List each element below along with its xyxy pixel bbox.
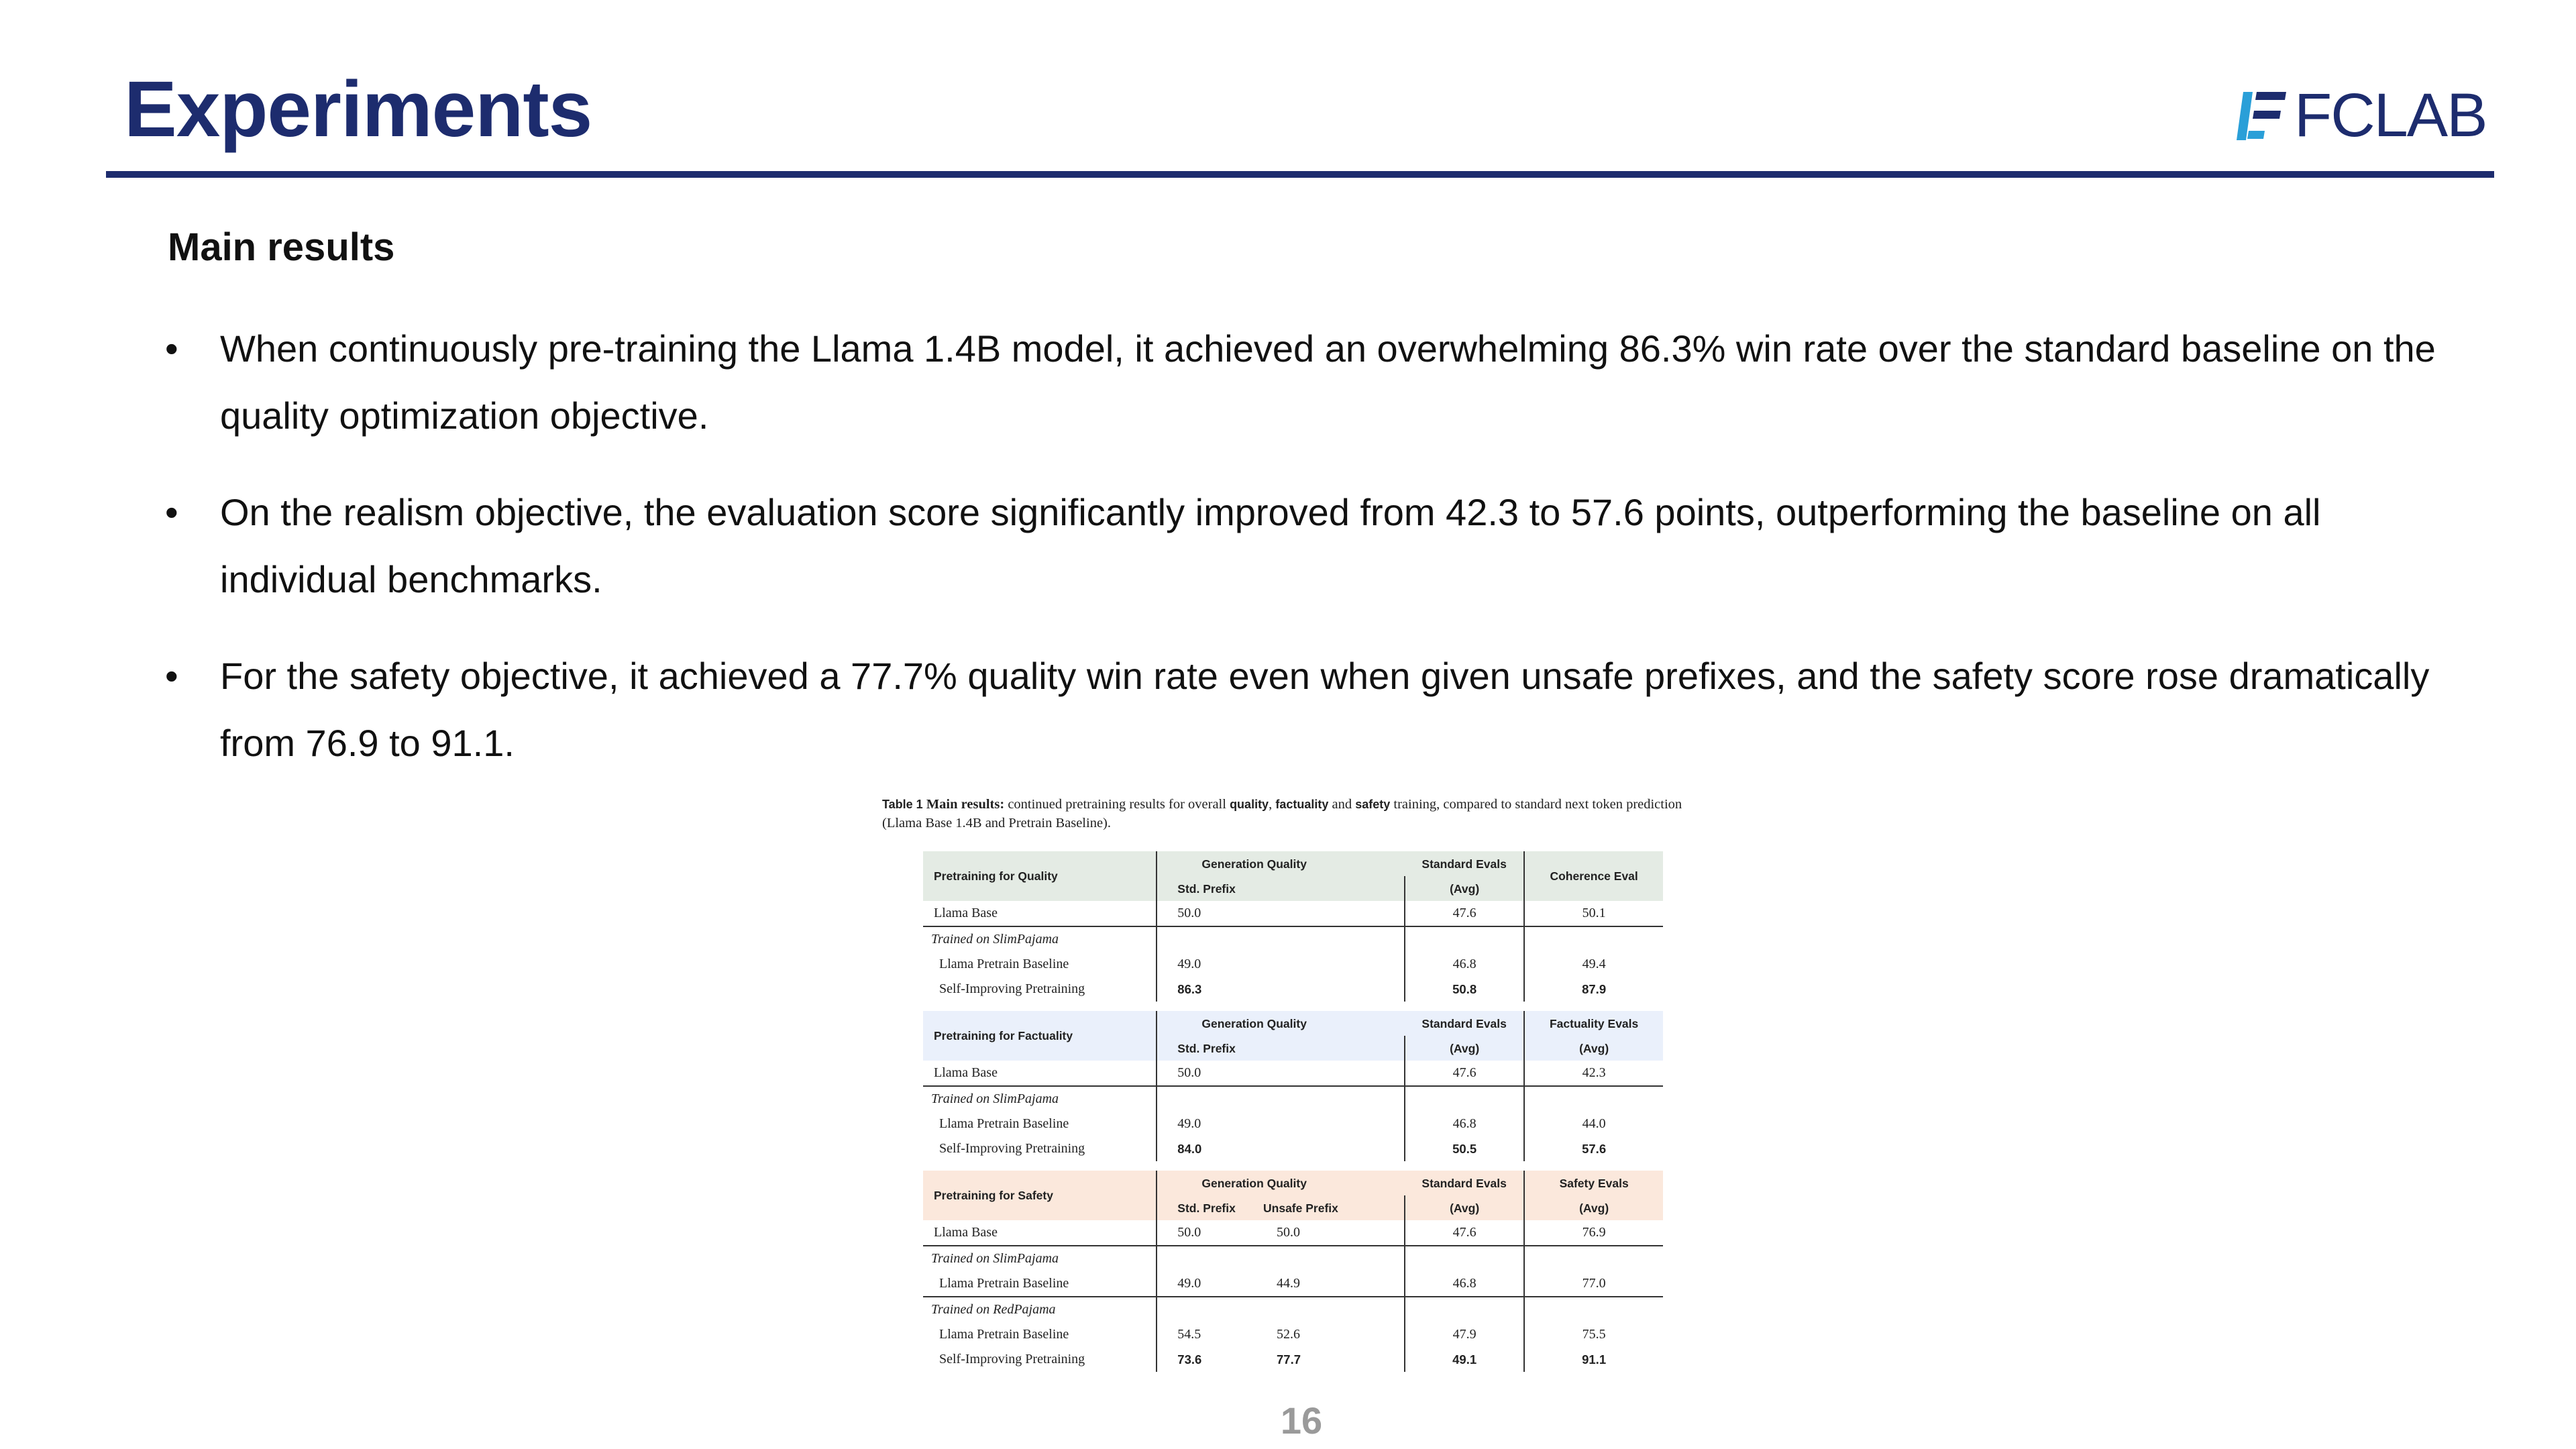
caption-title: Main results: [926,797,1005,812]
row-label: Llama Base [923,1061,1157,1086]
coherence-header: Coherence Eval [1550,869,1638,883]
avg-header: (Avg) [1579,1201,1609,1215]
bullet-dot: • [165,327,178,370]
cell: 76.9 [1582,1225,1606,1240]
cell: 86.3 [1177,981,1202,996]
table-row [923,1220,1663,1246]
title-divider [106,171,2494,178]
cell: 49.0 [1177,957,1201,971]
factuality-evals-header: Factuality Evals [1549,1016,1639,1030]
std-evals-header: Standard Evals [1405,1011,1524,1036]
gen-quality-header: Generation Quality [1201,1016,1307,1030]
caption-label: Table 1 [882,798,923,811]
bullet-dot: • [165,655,178,697]
cell: 50.1 [1582,906,1606,920]
cell: 47.9 [1405,1322,1524,1347]
row-label: Self-Improving Pretraining [923,977,1157,1002]
group-label: Trained on SlimPajama [923,1086,1157,1112]
row-label: Llama Pretrain Baseline [923,1271,1157,1297]
cell: 50.0 [1177,906,1201,920]
row-label: Llama Pretrain Baseline [923,1112,1157,1136]
bullet-text: For the safety objective, it achieved a 77.7% quality win rate even when given unsafe prefixes, and the safety score rose dramatically from 76.9 to 91.1. [220,655,2430,764]
safety-header: Pretraining for Safety [923,1171,1157,1220]
caption-quality: quality [1230,798,1269,811]
cell: 46.8 [1405,1271,1524,1297]
gen-quality-header: Generation Quality [1201,857,1307,871]
table-row [923,1061,1663,1086]
empty-cell [1256,901,1405,926]
section-heading: Main results [168,225,395,269]
cell: 44.9 [1256,1271,1405,1297]
cell: 46.8 [1405,952,1524,977]
fclab-logo [2234,81,2487,150]
fclab-logo-icon [2234,89,2288,143]
row-label: Self-Improving Pretraining [923,1136,1157,1161]
quality-header: Pretraining for Quality [923,851,1157,901]
std-evals-header: Standard Evals [1405,1171,1524,1195]
std-prefix-header: Std. Prefix [1177,1041,1236,1055]
row-label: Self-Improving Pretraining [923,1347,1157,1372]
safety-header-row [923,1171,1663,1195]
table-row [923,1086,1663,1112]
avg-header: (Avg) [1405,1036,1524,1061]
cell: 54.5 [1177,1327,1201,1342]
table-row [923,952,1663,977]
slide-title: Experiments [124,65,592,154]
cell: 75.5 [1582,1327,1606,1342]
cell: 44.0 [1582,1116,1606,1131]
caption-text-2: training, compared to standard next token prediction (Llama Base 1.4B and Pretrain Baseline). [882,797,1682,830]
cell: 50.0 [1177,1065,1201,1080]
table-row [923,1271,1663,1297]
logo-text: FCLAB [2294,81,2487,150]
table-caption: Table 1 Main results: continued pretraining results for overall quality, factuality and safety training, compared to standard next token prediction (Llama Base 1.4B and Pretrain Baseline). [882,797,1682,830]
std-prefix-header: Std. Prefix [1177,881,1236,896]
unsafe-prefix-header: Unsafe Prefix [1256,1195,1405,1220]
cell: 52.6 [1256,1322,1405,1347]
cell: 49.1 [1405,1347,1524,1372]
caption-factuality: factuality [1275,798,1329,811]
factuality-header: Pretraining for Factuality [923,1011,1157,1061]
cell: 47.6 [1405,1220,1524,1246]
group-label: Trained on SlimPajama [923,1246,1157,1271]
bullet-text: On the realism objective, the evaluation score significantly improved from 42.3 to 57.6 points, outperforming the baseline on all individual benchmarks. [220,491,2321,600]
cell: 50.5 [1405,1136,1524,1161]
table-row [923,1297,1663,1322]
cell: 49.0 [1177,1276,1201,1291]
results-table [923,851,1663,1372]
group-label: Trained on SlimPajama [923,926,1157,952]
std-evals-header: Standard Evals [1405,851,1524,876]
bullet-item [161,479,2442,613]
safety-evals-header: Safety Evals [1559,1176,1629,1190]
cell: 77.7 [1256,1347,1405,1372]
bullet-text: When continuously pre-training the Llama 1.4B model, it achieved an overwhelming 86.3% win rate over the standard baseline on the quality optimization objective. [220,327,2436,437]
std-prefix-header: Std. Prefix [1177,1201,1236,1215]
cell: 84.0 [1177,1141,1202,1156]
avg-header: (Avg) [1405,876,1524,901]
row-label: Llama Pretrain Baseline [923,952,1157,977]
caption-and: and [1332,797,1352,812]
bullet-dot: • [165,491,178,533]
quality-header-row [923,851,1663,876]
caption-safety: safety [1355,798,1391,811]
factuality-header-row [923,1011,1663,1036]
table-row [923,1246,1663,1271]
cell: 50.0 [1256,1220,1405,1246]
cell: 47.6 [1405,901,1524,926]
avg-header: (Avg) [1405,1195,1524,1220]
cell: 49.0 [1177,1116,1201,1131]
cell: 49.4 [1582,957,1606,971]
empty-cell [1256,876,1405,901]
table-row [923,1347,1663,1372]
row-label: Llama Base [923,901,1157,926]
avg-header: (Avg) [1579,1041,1609,1055]
table-row [923,901,1663,926]
table-row [923,977,1663,1002]
cell: 50.8 [1405,977,1524,1002]
row-label: Llama Pretrain Baseline [923,1322,1157,1347]
cell: 47.6 [1405,1061,1524,1086]
bullet-item [161,315,2442,449]
bullet-list [161,315,2442,806]
cell: 50.0 [1177,1225,1201,1240]
cell: 73.6 [1177,1352,1202,1366]
bullet-item [161,643,2442,777]
group-label: Trained on RedPajama [923,1297,1157,1322]
cell: 87.9 [1582,981,1607,996]
table-row [923,1322,1663,1347]
row-label: Llama Base [923,1220,1157,1246]
table-row [923,926,1663,952]
results-table-figure [882,795,1721,1372]
table-row [923,1136,1663,1161]
cell: 77.0 [1582,1276,1606,1291]
cell: 42.3 [1582,1065,1606,1080]
page-number: 16 [1280,1399,1323,1442]
cell: 57.6 [1582,1141,1607,1156]
table-row [923,1112,1663,1136]
cell: 46.8 [1405,1112,1524,1136]
gen-quality-header: Generation Quality [1201,1176,1307,1190]
caption-text: continued pretraining results for overall [1008,797,1226,812]
cell: 91.1 [1582,1352,1607,1366]
